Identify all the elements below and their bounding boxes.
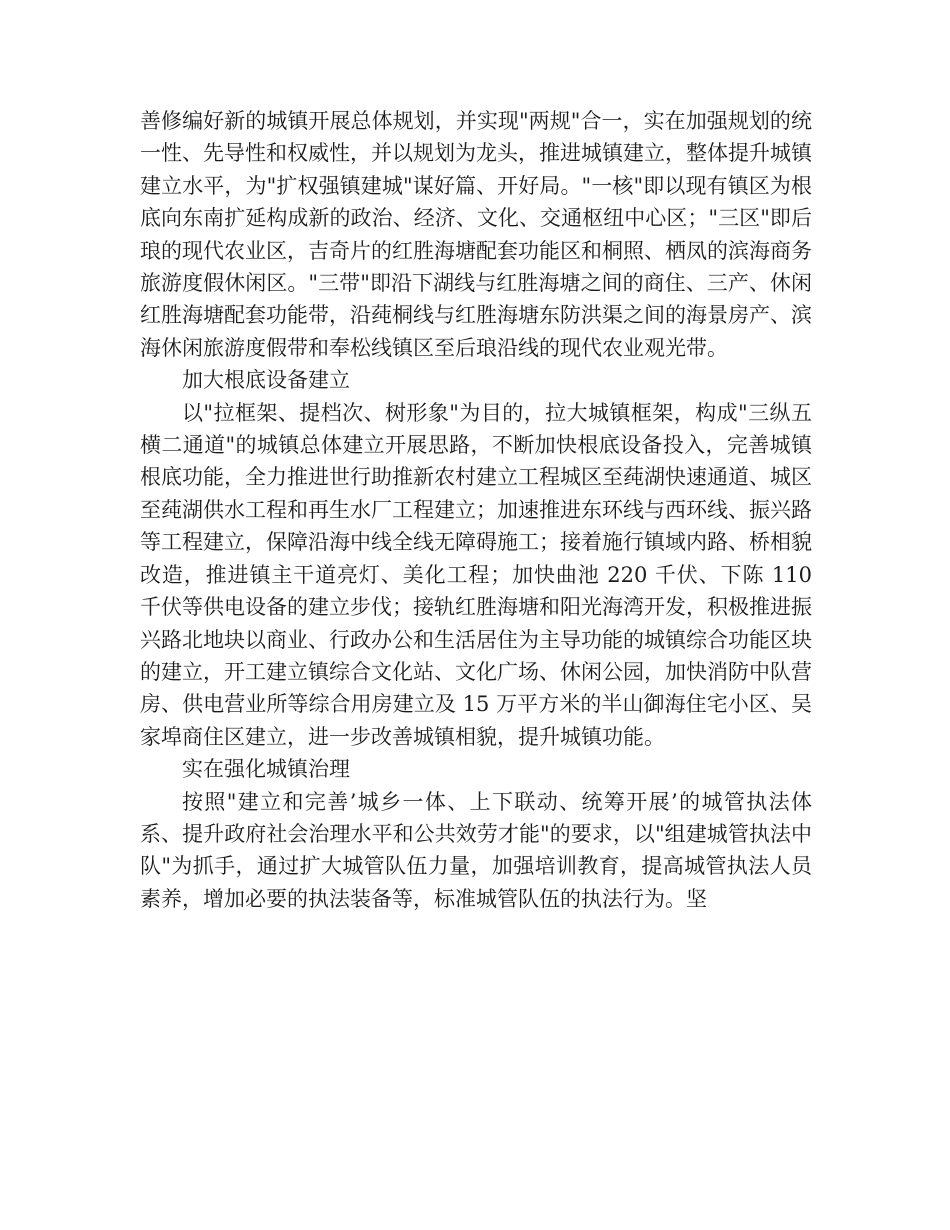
paragraph-urban-management: 按照"建立和完善’城乡一体、上下联动、统筹开展’的城管执法体系、提升政府社会治理水平和公共效劳才能"的要求，以"组建城管执法中队"为抓手，通过扩大城管队伍力量，加强培训教育，提高城管执法人员素养，增加必要的执法装备等，标准城管队伍的执法行为。坚 [140, 789, 812, 911]
section-heading-urban-management: 实在强化城镇治理 [182, 757, 350, 782]
document-body [140, 105, 812, 915]
paragraph-urban-planning: 善修编好新的城镇开展总体规划，并实现"两规"合一，实在加强规划的统一性、先导性和权威性，并以规划为龙头，推进城镇建立，整体提升城镇建立水平，为"扩权强镇建城"谋好篇、开好局。"一核"即以现有镇区为根底向东南扩延构成新的政治、经济、文化、交通枢纽中心区；"三区"即后琅的现代农业区，吉奇片的红胜海塘配套功能区和桐照、栖凤的滨海商务旅游度假休闲区。"三带"即沿下湖线与红胜海塘之间的商住、三产、休闲红胜海塘配套功能带，沿莼桐线与红胜海塘东防洪渠之间的海景房产、滨海休闲旅游度假带和奉松线镇区至后琅沿线的现代农业观光带。 [140, 109, 812, 360]
section-heading-infrastructure: 加大根底设备建立 [182, 368, 350, 393]
paragraph-infrastructure: 以"拉框架、提档次、树形象"为目的，拉大城镇框架，构成"三纵五横二通道"的城镇总体建立开展思路，不断加快根底设备投入，完善城镇根底功能，全力推进世行助推新农村建立工程城区至莼湖快速通道、城区至莼湖供水工程和再生水厂工程建立；加速推进东环线与西环线、振兴路等工程建立，保障沿海中线全线无障碍施工；接着施行镇域内路、桥相貌改造，推进镇主干道亮灯、美化工程；加快曲池 220 千伏、下陈 110 千伏等供电设备的建立步伐；接轨红胜海塘和阳光海湾开发，积极推进振兴路北地块以商业、行政办公和生活居住为主导功能的城镇综合功能区块的建立，开工建立镇综合文化站、文化广场、休闲公园，加快消防中队营房、供电营业所等综合用房建立及 15 万平方米的半山御海住宅小区、吴家埠商住区建立，进一步改善城镇相貌，提升城镇功能。 [140, 400, 812, 749]
